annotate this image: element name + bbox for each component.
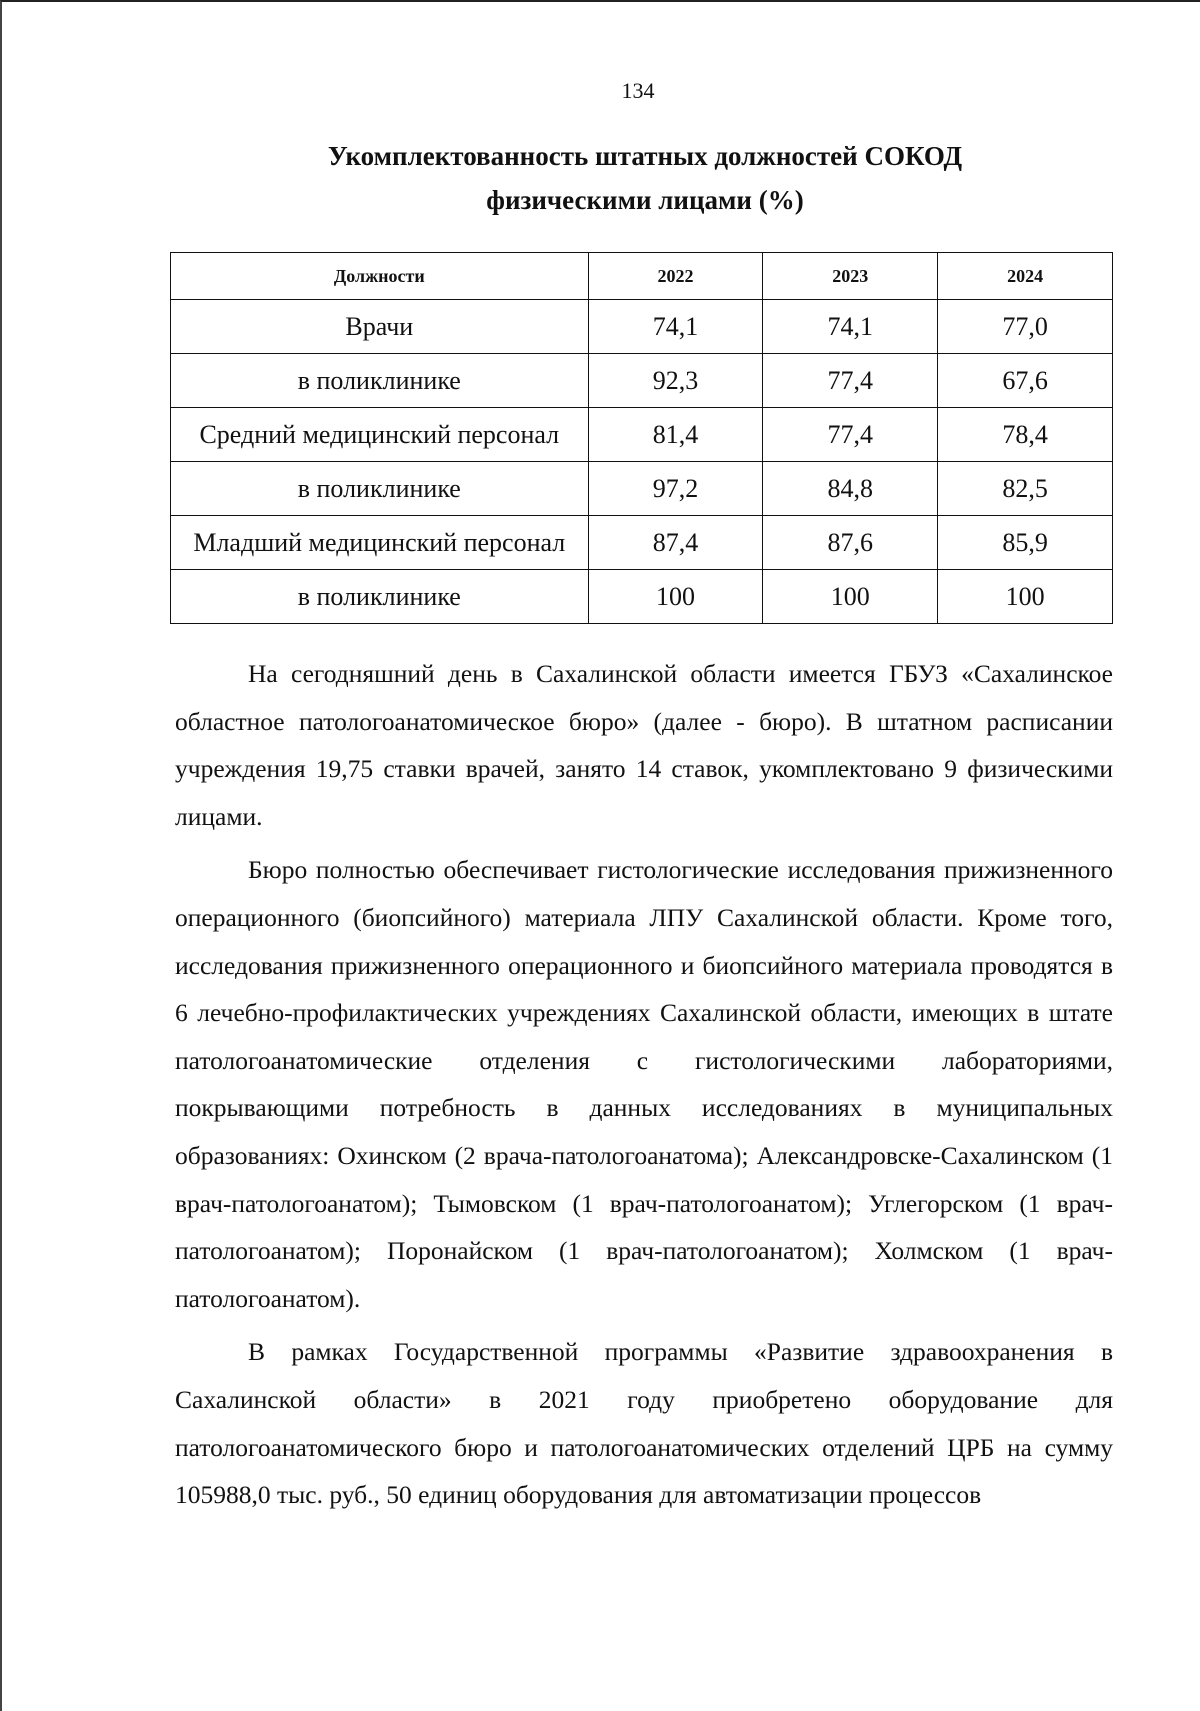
value-cell: 78,4 [938, 408, 1113, 462]
position-cell: в поликлинике [171, 462, 589, 516]
paragraph: В рамках Государственной программы «Развитие здравоохранения в Сахалинской области» в 2021 году приобретено оборудование для патологоанатомического бюро и патологоанатомических отделений ЦРБ на сумму 105988,0 тыс. руб., 50 единиц оборудования для автоматизации процессов [175, 1337, 1113, 1510]
title-line-2: физическими лицами (%) [486, 185, 804, 215]
header-position: Должности [171, 253, 589, 300]
table-row [171, 408, 1113, 462]
value-cell: 74,1 [588, 300, 763, 354]
value-cell: 87,6 [763, 516, 938, 570]
paragraph: Бюро полностью обеспечивает гистологические исследования прижизненного операционного (биопсийного) материала ЛПУ Сахалинской области. Кроме того, исследования прижизненного операционного и биопсийного материала проводятся в 6 лечебно-профилактических учреждениях Сахалинской области, имеющих в штате патологоанатомические отделения с гистологическими лабораториями, покрывающими потребность в данных исследованиях в муниципальных образованиях: Охинском (2 врача-патологоанатома); Александровске-Сахалинском (1 врач-патологоанатом); Тымовском (1 врач-патологоанатом); Углегорском (1 врач-патологоанатом); Поронайском (1 врач-патологоанатом); Холмском (1 врач-патологоанатом). [175, 855, 1113, 1313]
position-cell: в поликлинике [171, 570, 589, 624]
position-cell: Врачи [171, 300, 589, 354]
header-year-2022: 2022 [588, 253, 763, 300]
value-cell: 84,8 [763, 462, 938, 516]
body-text [175, 650, 1113, 1525]
table-row [171, 516, 1113, 570]
paragraph: На сегодняшний день в Сахалинской области имеется ГБУЗ «Сахалинское областное патологоанатомическое бюро» (далее - бюро). В штатном расписании учреждения 19,75 ставки врачей, занято 14 ставок, укомплектовано 9 физическими лицами. [175, 659, 1113, 831]
value-cell: 100 [938, 570, 1113, 624]
table-header-row [171, 253, 1113, 300]
position-cell: Младший медицинский персонал [171, 516, 589, 570]
value-cell: 74,1 [763, 300, 938, 354]
header-year-2023: 2023 [763, 253, 938, 300]
page-number: 134 [621, 78, 655, 103]
value-cell: 77,4 [763, 354, 938, 408]
value-cell: 77,4 [763, 408, 938, 462]
position-cell: в поликлинике [171, 354, 589, 408]
value-cell: 97,2 [588, 462, 763, 516]
value-cell: 77,0 [938, 300, 1113, 354]
value-cell: 67,6 [938, 354, 1113, 408]
value-cell: 100 [763, 570, 938, 624]
value-cell: 100 [588, 570, 763, 624]
value-cell: 81,4 [588, 408, 763, 462]
value-cell: 87,4 [588, 516, 763, 570]
title-line-1: Укомплектованность штатных должностей СОКОД [327, 141, 963, 171]
table-row [171, 570, 1113, 624]
table-row [171, 300, 1113, 354]
value-cell: 85,9 [938, 516, 1113, 570]
position-cell: Средний медицинский персонал [171, 408, 589, 462]
table-row [171, 462, 1113, 516]
staffing-table [170, 252, 1113, 624]
value-cell: 82,5 [938, 462, 1113, 516]
header-year-2024: 2024 [938, 253, 1113, 300]
document-title [175, 134, 1115, 222]
value-cell: 92,3 [588, 354, 763, 408]
table-row [171, 354, 1113, 408]
